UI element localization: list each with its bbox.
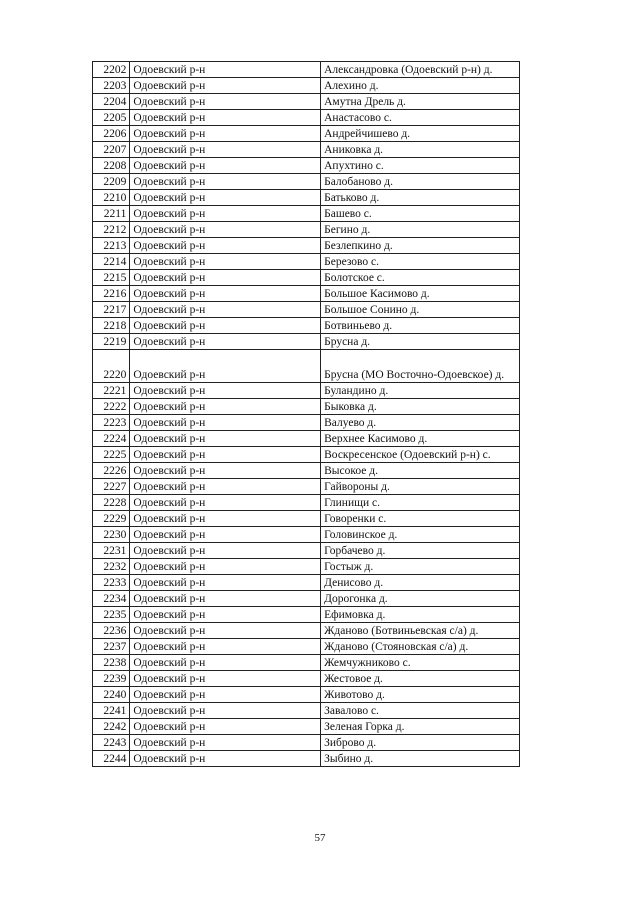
table-row bbox=[93, 286, 520, 302]
locality-cell: Бегино д. bbox=[321, 222, 520, 238]
district-cell: Одоевский р-н bbox=[130, 94, 321, 110]
locality-cell: Зиброво д. bbox=[321, 735, 520, 751]
locality-cell: Андрейчишево д. bbox=[321, 126, 520, 142]
locality-cell: Жестовое д. bbox=[321, 671, 520, 687]
row-number-cell: 2234 bbox=[93, 591, 130, 607]
district-cell: Одоевский р-н bbox=[130, 62, 321, 78]
row-number-cell: 2227 bbox=[93, 479, 130, 495]
locality-cell: Валуево д. bbox=[321, 415, 520, 431]
district-cell: Одоевский р-н bbox=[130, 479, 321, 495]
page-number: 57 bbox=[314, 832, 326, 844]
district-cell: Одоевский р-н bbox=[130, 495, 321, 511]
table-row bbox=[93, 559, 520, 575]
row-number-cell: 2218 bbox=[93, 318, 130, 334]
district-cell: Одоевский р-н bbox=[130, 222, 321, 238]
locality-cell: Зыбино д. bbox=[321, 751, 520, 767]
locality-cell: Буландино д. bbox=[321, 383, 520, 399]
locality-cell: Воскресенское (Одоевский р-н) с. bbox=[321, 447, 520, 463]
table-row bbox=[93, 575, 520, 591]
table-row bbox=[93, 639, 520, 655]
table-row bbox=[93, 222, 520, 238]
district-cell: Одоевский р-н bbox=[130, 254, 321, 270]
district-cell: Одоевский р-н bbox=[130, 687, 321, 703]
locality-cell: Безлепкино д. bbox=[321, 238, 520, 254]
district-cell: Одоевский р-н bbox=[130, 174, 321, 190]
row-number-cell: 2238 bbox=[93, 655, 130, 671]
district-cell: Одоевский р-н bbox=[130, 655, 321, 671]
row-number-cell: 2239 bbox=[93, 671, 130, 687]
locality-cell: Животово д. bbox=[321, 687, 520, 703]
row-number-cell: 2230 bbox=[93, 527, 130, 543]
locality-cell: Брусна (МО Восточно-Одоевское) д. bbox=[321, 350, 520, 383]
table-row bbox=[93, 158, 520, 174]
row-number-cell: 2241 bbox=[93, 703, 130, 719]
locality-cell: Быковка д. bbox=[321, 399, 520, 415]
district-cell: Одоевский р-н bbox=[130, 607, 321, 623]
row-number-cell: 2210 bbox=[93, 190, 130, 206]
table-row bbox=[93, 719, 520, 735]
district-cell: Одоевский р-н bbox=[130, 527, 321, 543]
table-row bbox=[93, 302, 520, 318]
table-row bbox=[93, 655, 520, 671]
district-cell: Одоевский р-н bbox=[130, 463, 321, 479]
row-number-cell: 2217 bbox=[93, 302, 130, 318]
district-cell: Одоевский р-н bbox=[130, 415, 321, 431]
table-row bbox=[93, 463, 520, 479]
row-number-cell: 2228 bbox=[93, 495, 130, 511]
table-row bbox=[93, 399, 520, 415]
row-number-cell: 2231 bbox=[93, 543, 130, 559]
row-number-cell: 2221 bbox=[93, 383, 130, 399]
district-cell: Одоевский р-н bbox=[130, 591, 321, 607]
row-number-cell: 2214 bbox=[93, 254, 130, 270]
table-row bbox=[93, 383, 520, 399]
table-row bbox=[93, 350, 520, 383]
locality-cell: Бруснa д. bbox=[321, 334, 520, 350]
locality-cell: Ботвиньево д. bbox=[321, 318, 520, 334]
row-number-cell: 2208 bbox=[93, 158, 130, 174]
row-number-cell: 2206 bbox=[93, 126, 130, 142]
table-row bbox=[93, 479, 520, 495]
table-row bbox=[93, 94, 520, 110]
district-cell: Одоевский р-н bbox=[130, 447, 321, 463]
table-row bbox=[93, 415, 520, 431]
row-number-cell: 2244 bbox=[93, 751, 130, 767]
locality-cell: Гостыж д. bbox=[321, 559, 520, 575]
district-cell: Одоевский р-н bbox=[130, 623, 321, 639]
locality-cell: Башево с. bbox=[321, 206, 520, 222]
district-cell: Одоевский р-н bbox=[130, 431, 321, 447]
district-cell: Одоевский р-н bbox=[130, 302, 321, 318]
district-cell: Одоевский р-н bbox=[130, 142, 321, 158]
row-number-cell: 2242 bbox=[93, 719, 130, 735]
table-row bbox=[93, 318, 520, 334]
district-cell: Одоевский р-н bbox=[130, 190, 321, 206]
district-cell: Одоевский р-н bbox=[130, 286, 321, 302]
row-number-cell: 2229 bbox=[93, 511, 130, 527]
row-number-cell: 2240 bbox=[93, 687, 130, 703]
locality-cell: Алехино д. bbox=[321, 78, 520, 94]
table-row bbox=[93, 334, 520, 350]
table-row bbox=[93, 607, 520, 623]
table-row bbox=[93, 495, 520, 511]
table-row bbox=[93, 591, 520, 607]
locality-cell: Аниковка д. bbox=[321, 142, 520, 158]
district-cell: Одоевский р-н bbox=[130, 575, 321, 591]
district-cell: Одоевский р-н bbox=[130, 751, 321, 767]
locality-cell: Дорогонка д. bbox=[321, 591, 520, 607]
table-row bbox=[93, 142, 520, 158]
district-cell: Одоевский р-н bbox=[130, 350, 321, 383]
table-row bbox=[93, 447, 520, 463]
locality-cell: Балобаново д. bbox=[321, 174, 520, 190]
row-number-cell: 2215 bbox=[93, 270, 130, 286]
district-cell: Одоевский р-н bbox=[130, 735, 321, 751]
district-cell: Одоевский р-н bbox=[130, 559, 321, 575]
table-row bbox=[93, 671, 520, 687]
locality-cell: Глинищи с. bbox=[321, 495, 520, 511]
locality-cell: Жданово (Стояновская с/а) д. bbox=[321, 639, 520, 655]
row-number-cell: 2236 bbox=[93, 623, 130, 639]
row-number-cell: 2202 bbox=[93, 62, 130, 78]
locality-cell: Апухтино с. bbox=[321, 158, 520, 174]
row-number-cell: 2213 bbox=[93, 238, 130, 254]
table-body bbox=[93, 62, 520, 767]
row-number-cell: 2224 bbox=[93, 431, 130, 447]
locality-cell: Горбачево д. bbox=[321, 543, 520, 559]
table-row bbox=[93, 687, 520, 703]
table-row bbox=[93, 270, 520, 286]
district-cell: Одоевский р-н bbox=[130, 334, 321, 350]
locality-cell: Гайвороны д. bbox=[321, 479, 520, 495]
row-number-cell: 2219 bbox=[93, 334, 130, 350]
locality-cell: Большое Касимово д. bbox=[321, 286, 520, 302]
locality-cell: Амутна Дрель д. bbox=[321, 94, 520, 110]
district-cell: Одоевский р-н bbox=[130, 703, 321, 719]
row-number-cell: 2237 bbox=[93, 639, 130, 655]
table-row bbox=[93, 206, 520, 222]
table-row bbox=[93, 735, 520, 751]
row-number-cell: 2203 bbox=[93, 78, 130, 94]
row-number-cell: 2243 bbox=[93, 735, 130, 751]
table-row bbox=[93, 527, 520, 543]
locality-cell: Завалово с. bbox=[321, 703, 520, 719]
district-cell: Одоевский р-н bbox=[130, 671, 321, 687]
row-number-cell: 2233 bbox=[93, 575, 130, 591]
district-cell: Одоевский р-н bbox=[130, 383, 321, 399]
locality-cell: Березово с. bbox=[321, 254, 520, 270]
row-number-cell: 2216 bbox=[93, 286, 130, 302]
locality-cell: Зеленая Горка д. bbox=[321, 719, 520, 735]
row-number-cell: 2207 bbox=[93, 142, 130, 158]
district-cell: Одоевский р-н bbox=[130, 110, 321, 126]
district-cell: Одоевский р-н bbox=[130, 158, 321, 174]
table-row bbox=[93, 543, 520, 559]
locality-cell: Большое Сонино д. bbox=[321, 302, 520, 318]
table-row bbox=[93, 126, 520, 142]
table-row bbox=[93, 238, 520, 254]
locality-cell: Анастасово с. bbox=[321, 110, 520, 126]
row-number-cell: 2212 bbox=[93, 222, 130, 238]
district-cell: Одоевский р-н bbox=[130, 206, 321, 222]
locality-cell: Жемчужниково с. bbox=[321, 655, 520, 671]
locality-cell: Верхнее Касимово д. bbox=[321, 431, 520, 447]
row-number-cell: 2205 bbox=[93, 110, 130, 126]
district-cell: Одоевский р-н bbox=[130, 238, 321, 254]
table-row bbox=[93, 62, 520, 78]
locality-cell: Денисово д. bbox=[321, 575, 520, 591]
district-cell: Одоевский р-н bbox=[130, 399, 321, 415]
locality-cell: Высокое д. bbox=[321, 463, 520, 479]
table-row bbox=[93, 511, 520, 527]
row-number-cell: 2223 bbox=[93, 415, 130, 431]
locality-cell: Говоренки с. bbox=[321, 511, 520, 527]
locality-cell: Александровка (Одоевский р-н) д. bbox=[321, 62, 520, 78]
row-number-cell: 2232 bbox=[93, 559, 130, 575]
locality-cell: Ефимовка д. bbox=[321, 607, 520, 623]
row-number-cell: 2211 bbox=[93, 206, 130, 222]
row-number-cell: 2226 bbox=[93, 463, 130, 479]
district-cell: Одоевский р-н bbox=[130, 511, 321, 527]
table-row bbox=[93, 431, 520, 447]
district-cell: Одоевский р-н bbox=[130, 270, 321, 286]
row-number-cell: 2222 bbox=[93, 399, 130, 415]
district-cell: Одоевский р-н bbox=[130, 639, 321, 655]
table-row bbox=[93, 751, 520, 767]
table-row bbox=[93, 190, 520, 206]
district-cell: Одоевский р-н bbox=[130, 719, 321, 735]
table-row bbox=[93, 174, 520, 190]
row-number-cell: 2204 bbox=[93, 94, 130, 110]
district-cell: Одоевский р-н bbox=[130, 78, 321, 94]
locality-cell: Батьково д. bbox=[321, 190, 520, 206]
row-number-cell: 2220 bbox=[93, 350, 130, 383]
row-number-cell: 2209 bbox=[93, 174, 130, 190]
table-row bbox=[93, 110, 520, 126]
district-cell: Одоевский р-н bbox=[130, 318, 321, 334]
table-row bbox=[93, 703, 520, 719]
locality-cell: Жданово (Ботвиньевская с/а) д. bbox=[321, 623, 520, 639]
locality-cell: Болотское с. bbox=[321, 270, 520, 286]
district-cell: Одоевский р-н bbox=[130, 126, 321, 142]
district-cell: Одоевский р-н bbox=[130, 543, 321, 559]
locality-cell: Головинское д. bbox=[321, 527, 520, 543]
row-number-cell: 2235 bbox=[93, 607, 130, 623]
settlements-table bbox=[92, 61, 520, 767]
row-number-cell: 2225 bbox=[93, 447, 130, 463]
table-row bbox=[93, 623, 520, 639]
table-row bbox=[93, 254, 520, 270]
table-row bbox=[93, 78, 520, 94]
